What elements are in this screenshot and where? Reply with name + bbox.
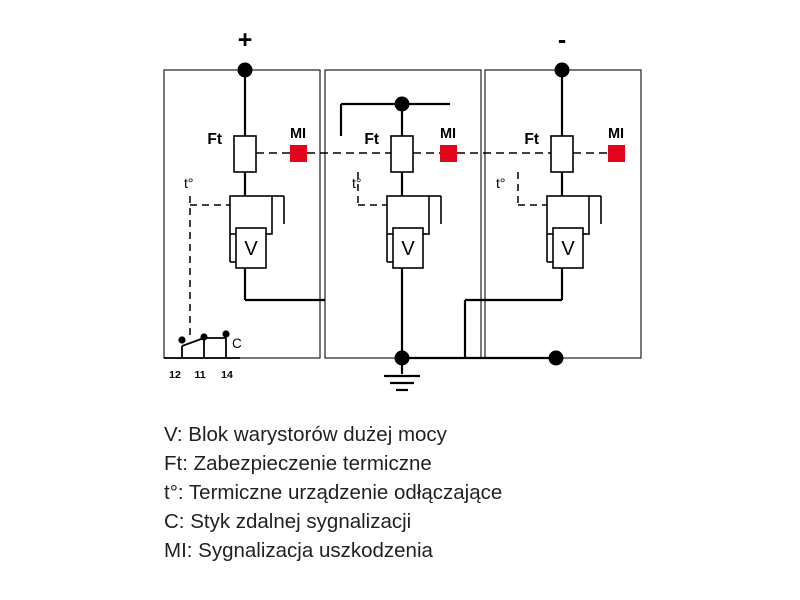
thermal-label-right: t°: [496, 175, 506, 191]
legend-line-v: V: Blok warystorów dużej mocy: [164, 423, 447, 446]
junction-dot-right-bottom: [549, 351, 564, 366]
polarity-plus-label: +: [237, 26, 253, 54]
indicator-mi-left: [290, 145, 307, 162]
contact-node-14: [222, 330, 229, 337]
polarity-minus-label: -: [557, 26, 567, 54]
junction-dot-center-top: [395, 97, 410, 112]
terminal-dot-plus: [238, 63, 253, 78]
legend-line-t: t°: Termiczne urządzenie odłączające: [164, 481, 503, 504]
indicator-mi-label-right: MI: [607, 126, 625, 142]
fuse-label-right: Ft: [524, 131, 539, 148]
contact-node-11: [200, 333, 207, 340]
terminal-label-14: 14: [221, 369, 233, 381]
fuse-label-center: Ft: [364, 131, 379, 148]
fuse-body-left: [234, 136, 256, 172]
legend-line-c: C: Styk zdalnej sygnalizacji: [164, 510, 412, 533]
thermal-label-left: t°: [184, 175, 194, 191]
thermal-label-center: t°: [352, 175, 362, 191]
varistor-label-right: V: [561, 238, 575, 260]
indicator-mi-label-center: MI: [439, 126, 457, 142]
varistor-label-left: V: [244, 238, 258, 260]
fuse-label-left: Ft: [207, 131, 222, 148]
fuse-body-right: [551, 136, 573, 172]
legend-line-mi: MI: Sygnalizacja uszkodzenia: [164, 539, 433, 562]
fuse-body-center: [391, 136, 413, 172]
terminal-label-11: 11: [194, 369, 206, 381]
contact-node-12: [178, 336, 185, 343]
indicator-mi-center: [440, 145, 457, 162]
contact-label-c: C: [232, 336, 242, 351]
terminal-label-12: 12: [169, 369, 181, 381]
indicator-mi-right: [608, 145, 625, 162]
terminal-dot-minus: [555, 63, 570, 78]
legend-line-ft: Ft: Zabezpieczenie termiczne: [164, 452, 432, 475]
indicator-mi-label-left: MI: [289, 126, 307, 142]
legend: [164, 420, 764, 565]
varistor-label-center: V: [401, 238, 415, 260]
